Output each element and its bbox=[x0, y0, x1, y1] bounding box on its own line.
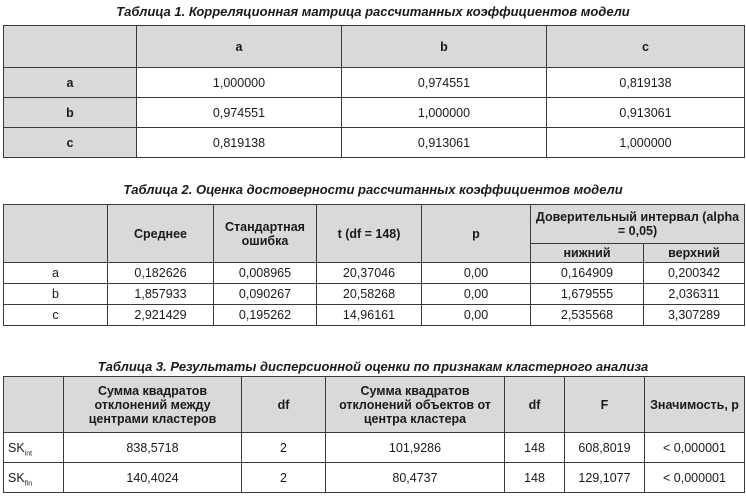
table-cell: 0,00 bbox=[422, 305, 531, 326]
table-cell: 0,182626 bbox=[108, 263, 214, 284]
table-header-row bbox=[4, 26, 745, 68]
table-cell: 1,000000 bbox=[547, 128, 745, 158]
table-header-row bbox=[4, 205, 745, 244]
table-row bbox=[4, 284, 745, 305]
table-cell: 140,4024 bbox=[64, 463, 242, 493]
table-cell: 1,857933 bbox=[108, 284, 214, 305]
table-cell: 2,036311 bbox=[644, 284, 745, 305]
table-cell: 0,164909 bbox=[531, 263, 644, 284]
table-row bbox=[4, 463, 745, 493]
row-header bbox=[4, 433, 64, 463]
table-cell: 1,000000 bbox=[342, 98, 547, 128]
row-header: b bbox=[4, 284, 108, 305]
column-header-ss-within: Сумма квадратов отклонений объектов от центра кластера bbox=[326, 377, 505, 433]
column-header-df1: df bbox=[242, 377, 326, 433]
table-cell: 20,37046 bbox=[317, 263, 422, 284]
table3-caption: Таблица 3. Результаты дисперсионной оценки по признакам кластерного анализа bbox=[97, 359, 649, 374]
table-cell: 148 bbox=[505, 463, 565, 493]
table-header-row bbox=[4, 377, 745, 433]
table-cell: 0,200342 bbox=[644, 263, 745, 284]
table-cell: < 0,000001 bbox=[645, 433, 745, 463]
column-header-lower: нижний bbox=[531, 244, 644, 263]
table-cell: 1,000000 bbox=[137, 68, 342, 98]
corner-cell bbox=[4, 205, 108, 263]
table-cell: 0,195262 bbox=[214, 305, 317, 326]
column-header-df2: df bbox=[505, 377, 565, 433]
table-cell: 2 bbox=[242, 433, 326, 463]
table-row bbox=[4, 433, 745, 463]
table-cell: 148 bbox=[505, 433, 565, 463]
table-cell: 101,9286 bbox=[326, 433, 505, 463]
column-header-mean: Среднее bbox=[108, 205, 214, 263]
table1-caption: Таблица 1. Корреляционная матрица рассчитанных коэффициентов модели bbox=[116, 4, 630, 19]
column-header-ss-between: Сумма квадратов отклонений между центрами кластеров bbox=[64, 377, 242, 433]
column-header-p: p bbox=[422, 205, 531, 263]
table-cell: 0,00 bbox=[422, 284, 531, 305]
row-label-subscript: fin bbox=[24, 480, 33, 487]
table-cell: < 0,000001 bbox=[645, 463, 745, 493]
table-cell: 1,679555 bbox=[531, 284, 644, 305]
table-cell: 0,819138 bbox=[547, 68, 745, 98]
table-cell: 608,8019 bbox=[565, 433, 645, 463]
table-cell: 0,819138 bbox=[137, 128, 342, 158]
table-row bbox=[4, 305, 745, 326]
table-row bbox=[4, 128, 745, 158]
table-cell: 2,921429 bbox=[108, 305, 214, 326]
coefficient-reliability-table bbox=[3, 204, 745, 326]
row-header: b bbox=[4, 98, 137, 128]
column-header-std-error: Стандартная ошибка bbox=[214, 205, 317, 263]
table-cell: 129,1077 bbox=[565, 463, 645, 493]
row-header: a bbox=[4, 68, 137, 98]
table-cell: 0,913061 bbox=[342, 128, 547, 158]
table-row bbox=[4, 98, 745, 128]
table-cell: 0,974551 bbox=[342, 68, 547, 98]
column-header-t: t (df = 148) bbox=[317, 205, 422, 263]
column-header: b bbox=[342, 26, 547, 68]
table-cell: 0,008965 bbox=[214, 263, 317, 284]
table-cell: 0,00 bbox=[422, 263, 531, 284]
table-cell: 0,913061 bbox=[547, 98, 745, 128]
row-header bbox=[4, 463, 64, 493]
table-cell: 80,4737 bbox=[326, 463, 505, 493]
column-header-significance: Значимость, p bbox=[645, 377, 745, 433]
table2-caption: Таблица 2. Оценка достоверности рассчитанных коэффициентов модели bbox=[123, 182, 623, 197]
row-label: SK bbox=[8, 440, 25, 455]
table-cell: 838,5718 bbox=[64, 433, 242, 463]
table-cell: 0,974551 bbox=[137, 98, 342, 128]
column-header-upper: верхний bbox=[644, 244, 745, 263]
table-row bbox=[4, 68, 745, 98]
corner-cell bbox=[4, 26, 137, 68]
column-header-f: F bbox=[565, 377, 645, 433]
row-label: SK bbox=[8, 470, 25, 485]
row-label-subscript: int bbox=[24, 450, 33, 457]
table-cell: 2 bbox=[242, 463, 326, 493]
correlation-matrix-table bbox=[3, 25, 745, 158]
table-row bbox=[4, 263, 745, 284]
table-cell: 0,090267 bbox=[214, 284, 317, 305]
column-header-confidence-interval: Доверительный интервал (alpha = 0,05) bbox=[531, 205, 745, 244]
table-cell: 2,535568 bbox=[531, 305, 644, 326]
row-header: a bbox=[4, 263, 108, 284]
column-header: c bbox=[547, 26, 745, 68]
table-cell: 3,307289 bbox=[644, 305, 745, 326]
row-header: c bbox=[4, 128, 137, 158]
row-header: c bbox=[4, 305, 108, 326]
table-cell: 20,58268 bbox=[317, 284, 422, 305]
corner-cell bbox=[4, 377, 64, 433]
variance-analysis-table bbox=[3, 376, 745, 493]
table-cell: 14,96161 bbox=[317, 305, 422, 326]
column-header: a bbox=[137, 26, 342, 68]
